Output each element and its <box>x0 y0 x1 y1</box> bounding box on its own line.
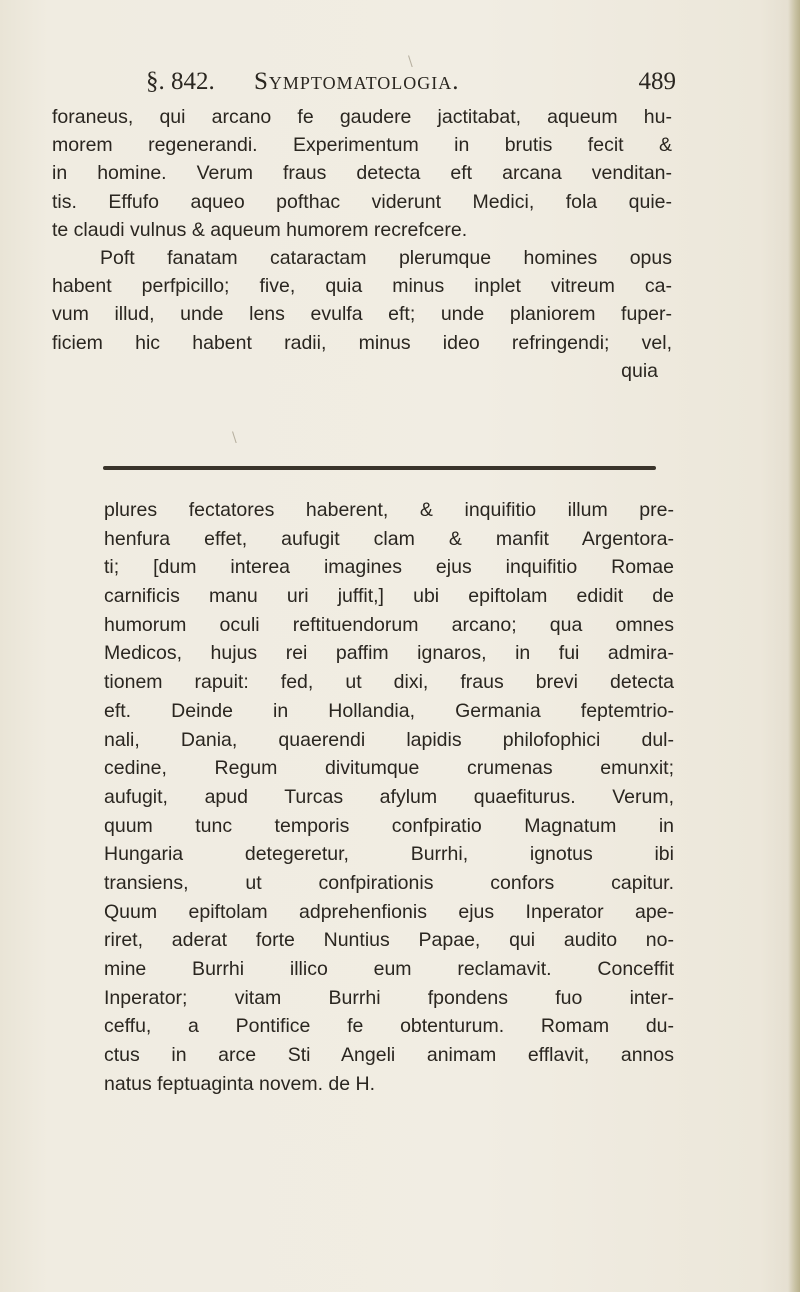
footnote-line: eft. Deinde in Hollandia, Germania feptemtrio- <box>104 699 674 722</box>
footnote-line: Inperator; vitam Burrhi fpondens fuo inter- <box>104 986 674 1009</box>
page-number: 489 <box>638 68 676 95</box>
footnote-rule <box>103 466 656 470</box>
text-line: in homine. Verum fraus detecta eft arcana venditan- <box>52 162 672 185</box>
footnote-line: riret, aderat forte Nuntius Papae, qui audito no- <box>104 929 674 952</box>
footnote-line: quum tunc temporis confpiratio Magnatum in <box>104 814 674 837</box>
text-line: morem regenerandi. Experimentum in brutis fecit & <box>52 134 672 157</box>
bleed-through-mark: \ <box>232 430 237 446</box>
running-title: Symptomatologia. <box>254 68 460 95</box>
footnote-line: cedine, Regum divitumque crumenas emunxit; <box>104 757 674 780</box>
footnote-line: nali, Dania, quaerendi lapidis philofophici dul- <box>104 728 674 751</box>
text-line: foraneus, qui arcano fe gaudere jactitabat, aqueum hu- <box>52 106 672 128</box>
footnote-line: ctus in arce Sti Angeli animam efflavit, annos <box>104 1044 674 1067</box>
text-line: vum illud, unde lens evulfa eft; unde planiorem fuper- <box>52 303 672 326</box>
text-line: ficiem hic habent radii, minus ideo refringendi; vel, <box>52 331 672 354</box>
text-line: tis. Effufo aqueo pofthac viderunt Medici, fola quie- <box>52 190 672 213</box>
text-line: Poft fanatam cataractam plerumque homines opus <box>100 246 672 269</box>
page-binding-edge <box>788 0 800 1292</box>
section-number: §. 842. <box>146 68 215 95</box>
footnote-line: transiens, ut confpirationis confors capitur. <box>104 871 674 894</box>
footnote-line: tionem rapuit: fed, ut dixi, fraus brevi detecta <box>104 671 674 694</box>
footnote-line: ti; [dum interea imagines ejus inquifitio Romae <box>104 556 674 579</box>
bleed-through-mark: \ <box>408 54 413 70</box>
footnote-line: natus feptuaginta novem. de H. <box>104 1072 376 1095</box>
catchword: quia <box>621 359 658 382</box>
main-text <box>52 103 672 385</box>
footnote-line: Medicos, hujus rei paffim ignaros, in fui admira- <box>104 642 674 665</box>
footnote-line: humorum oculi reftituendorum arcano; qua omnes <box>104 613 674 636</box>
footnote-line: carnificis manu uri juffit,] ubi epiftolam edidit de <box>104 585 674 608</box>
footnote-line: plures fectatores haberent, & inquifitio illum pre- <box>104 499 674 521</box>
text-line: habent perfpicillo; five, quia minus inplet vitreum ca- <box>52 275 672 298</box>
text-line: te claudi vulnus & aqueum humorem recrefcere. <box>52 218 468 241</box>
footnote-line: henfura effet, aufugit clam & manfit Argentora- <box>104 527 674 550</box>
footnote-line: Quum epiftolam adprehenfionis ejus Inperator ape- <box>104 900 674 923</box>
footnote-line: aufugit, apud Turcas afylum quaefiturus. Verum, <box>104 785 674 808</box>
footnote-line: mine Burrhi illico eum reclamavit. Conceffit <box>104 958 674 980</box>
footnote-text <box>104 496 674 1098</box>
footnote-line: ceffu, a Pontifice fe obtenturum. Romam du- <box>104 1015 674 1038</box>
footnote-line: Hungaria detegeretur, Burrhi, ignotus ibi <box>104 843 674 866</box>
running-header <box>146 68 676 102</box>
